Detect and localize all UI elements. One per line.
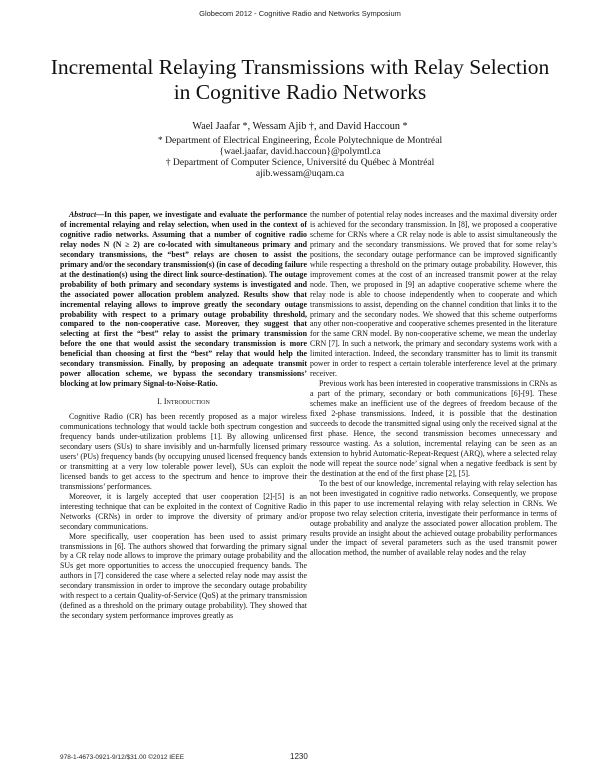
affiliation-1: * Department of Electrical Engineering, École Polytechnique de Montréal	[157, 135, 443, 146]
abstract	[60, 210, 307, 389]
author-names: Wael Jaafar *, Wessam Ajib †, and David Haccoun *	[192, 121, 408, 132]
email-2: ajib.wessam@uqam.ca	[255, 168, 345, 179]
left-column	[60, 210, 307, 621]
affiliation-2: † Department of Computer Science, Université du Québec à Montréal	[165, 157, 435, 168]
copyright-line: 978-1-4673-0921-9/12/$31.00 ©2012 IEEE	[60, 754, 185, 761]
right-column	[310, 210, 557, 558]
paragraph: Cognitive Radio (CR) has been recently proposed as a major wireless communications technology that would tackle both spectrum congestion and frequency bands under-utilization problems [1]. By allowing unlicensed secondary users (SUs) to share invisibly and un-harmfully licensed primary users’ (PUs) frequency bands (by occupying unused licensed frequency bands or transmitting at a very low tolerable power level), SUs can exploit the licensed bands to get access to the spectrum and hence to improve their transmissions’ performances.	[60, 412, 307, 491]
paragraph: To the best of our knowledge, incremental relaying with relay selection has not been investigated in cognitive radio networks. Consequently, we propose in this paper to use incremental relaying with relay selection in CRNs. We propose two relay selection criteria, investigate their performance in terms of outage probability and analyze the associated power allocation problem. The results provide an insight about the achieved outage probability performances under the impact of several parameters such as the used transmit power allocation method, the number of available relay nodes and the relay	[310, 478, 557, 558]
section-heading-introduction: I. Introduction	[157, 397, 210, 407]
author-block	[60, 121, 540, 179]
email-1: {wael.jaafar, david.haccoun}@polymtl.ca	[219, 146, 381, 157]
paragraph: Previous work has been interested in cooperative transmissions in CRNs as a part of the primary, secondary or both communications [6]-[9]. These schemes make an inefficient use of the degrees of freedom because of the fixed 2-phase transmissions. Indeed, it is possible that the destination succeeds to decode the transmitted signal using only the received signal at the first phase. Hence, the second transmission becomes unnecessary and ressource wasting. As a solution, incremental relaying can be seen as an extension to hybrid Automatic-Repeat-Request (ARQ), where a selected relay node will repeat the source node’ signal when a negative feedback is sent by the destination at the end of the first phase [2], [5].	[310, 379, 557, 478]
abstract-label: Abstract	[69, 210, 97, 219]
paragraph: More specifically, user cooperation has been used to assist primary transmissions in [6]. The authors showed that forwarding the primary signal by a CR relay node allows to improve the primary outage probability and the SUs get more opportunities to access the unoccupied frequency bands. The authors in [7] considered the case where a selected relay node may assist the secondary transmission in order to improve the secondary outage probability with respect to a certain Quality-of-Service (QoS) at the primary transmission (defined as a threshold on the primary outage probability). They showed that the secondary system performance improves greatly as	[60, 531, 307, 621]
conference-header: Globecom 2012 - Cognitive Radio and Networks Symposium	[199, 9, 401, 18]
paragraph: the number of potential relay nodes increases and the maximal diversity order is achieved for the secondary transmission. In [8], we proposed a cooperative scheme for CRNs where a CR relay node is able to assist simultaneously the primary and the secondary transmissions. We proved that for some relay’s positions, the secondary outage performance can be improved significantly while respecting a threshold on the primary outage probability. However, this improvement comes at the cost of an increased transmit power at the relay node. Then, we proposed in [9] an adaptive cooperative scheme where the relay node is able to choose independently when to cooperate and which transmissions to assist, depending on the channel condition that links it to the primary and the secondary nodes. We showed that this scheme outperforms any other non-cooperative and cooperative schemes presented in the literature for the same CRN model. By non-cooperative scheme, we mean the underlay CRN [7]. In such a network, the primary and secondary systems work with a limited interaction. Indeed, the secondary transmitter has to limit its transmit power in order to respect a certain tolerable interference level at the primary receiver.	[310, 210, 557, 379]
abstract-text: —In this paper, we investigate and evaluate the performance of incremental relaying and relay selection, when used in the context of cognitive radio networks. Assuming that a number of cognitive radio relay nodes N (N ≥ 2) are co-located with simultaneous primary and secondary transmissions, the “best” relays are chosen to assist the primary and/or the secondary transmission(s) (in case of decoding failure at the destination(s) using the direct link source-destination). The outage probability of both primary and secondary systems is investigated and the associated power allocation problem analyzed. Results show that incremental relaying allows to improve greatly the secondary outage probability with respect to a primary outage probability threshold, compared to the non-cooperative case. Moreover, they suggest that selecting at first the “best” relay to assist the primary transmission before the one that would assist the secondary transmission is more beneficial than choosing at first the “best” relay that would help the secondary transmission. Finally, by proposing an adequate transmit power allocation scheme, we bypass the secondary transmissions’ blocking at low primary Signal-to-Noise-Ratio.	[60, 210, 307, 389]
page-number: 1230	[290, 752, 308, 761]
paper-title: Incremental Relaying Transmissions with Relay Selection in Cognitive Radio Networks	[50, 55, 550, 104]
paragraph: Moreover, it is largely accepted that user cooperation [2]-[5] is an interesting technique that can be exploited in the context of Cognitive Radio Networks (CRNs) in order to improve the diversity of primary and/or secondary communications.	[60, 491, 307, 531]
